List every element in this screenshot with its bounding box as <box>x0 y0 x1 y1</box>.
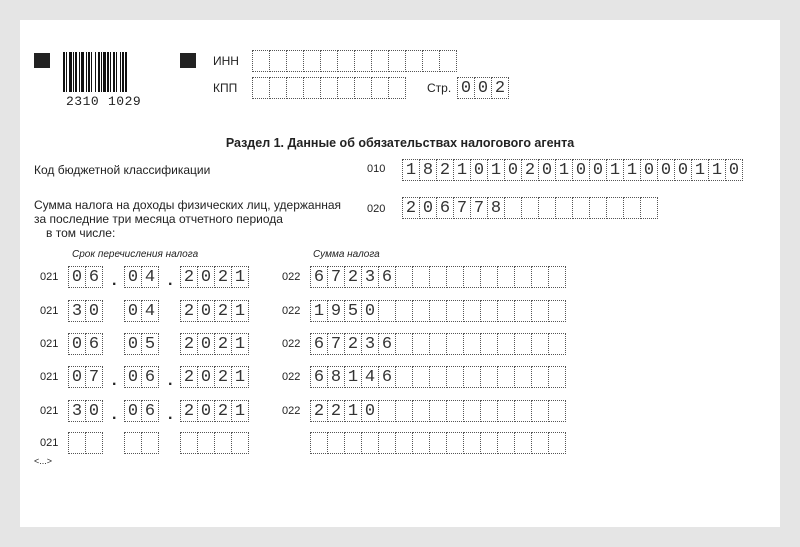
digit-cell[interactable] <box>480 432 498 454</box>
date-separator-dot: . <box>168 406 173 423</box>
digit-cell[interactable] <box>303 50 321 72</box>
digit-cell[interactable] <box>497 366 515 388</box>
digit-cell[interactable]: 0 <box>124 366 142 388</box>
digit-cell[interactable] <box>378 300 396 322</box>
date-code: 021 <box>40 338 59 350</box>
digit-cell[interactable] <box>395 400 413 422</box>
digit-cell[interactable]: 1 <box>555 159 573 181</box>
digit-cell[interactable] <box>344 432 362 454</box>
digit-cell[interactable] <box>388 77 406 99</box>
digit-cell[interactable]: 0 <box>197 366 215 388</box>
amount-field[interactable] <box>310 366 566 388</box>
inn-label: ИНН <box>213 54 239 68</box>
digit-cell[interactable]: 2 <box>344 266 362 288</box>
digit-cell[interactable] <box>269 77 287 99</box>
digit-cell[interactable] <box>310 432 328 454</box>
kbk-code: 010 <box>367 163 386 175</box>
barcode-image <box>63 52 155 92</box>
digit-cell[interactable]: 2 <box>214 366 232 388</box>
digit-cell[interactable]: 6 <box>378 366 396 388</box>
digit-cell[interactable] <box>378 432 396 454</box>
digit-cell[interactable] <box>395 333 413 355</box>
tax-sum-label-line3: в том числе: <box>46 226 116 240</box>
digit-cell[interactable] <box>497 432 515 454</box>
digit-cell[interactable]: 5 <box>344 300 362 322</box>
digit-cell[interactable]: 2 <box>402 197 420 219</box>
digit-cell[interactable] <box>640 197 658 219</box>
digit-cell[interactable]: 1 <box>231 266 249 288</box>
digit-cell[interactable]: 5 <box>141 333 159 355</box>
digit-cell[interactable] <box>388 50 406 72</box>
digit-cell[interactable]: 2 <box>344 333 362 355</box>
digit-cell[interactable] <box>463 266 481 288</box>
digit-cell[interactable] <box>531 300 549 322</box>
month-field[interactable] <box>124 400 159 422</box>
digit-cell[interactable]: 6 <box>436 197 454 219</box>
amount-field[interactable] <box>310 432 566 454</box>
digit-cell[interactable] <box>589 197 607 219</box>
digit-cell[interactable] <box>548 366 566 388</box>
digit-cell[interactable] <box>548 400 566 422</box>
digit-cell[interactable]: 2 <box>180 333 198 355</box>
digit-cell[interactable] <box>480 400 498 422</box>
barcode-bar <box>103 52 106 92</box>
digit-cell[interactable] <box>531 432 549 454</box>
barcode-number-left: 2310 <box>66 94 100 109</box>
digit-cell[interactable] <box>327 432 345 454</box>
digit-cell[interactable] <box>371 50 389 72</box>
digit-cell[interactable]: 1 <box>231 300 249 322</box>
digit-cell[interactable] <box>354 50 372 72</box>
day-field[interactable] <box>68 266 103 288</box>
year-field[interactable] <box>180 432 249 454</box>
digit-cell[interactable]: 2 <box>310 400 328 422</box>
barcode-bar <box>122 52 124 92</box>
year-field[interactable] <box>180 366 249 388</box>
digit-cell[interactable] <box>180 432 198 454</box>
month-field[interactable] <box>124 366 159 388</box>
month-field[interactable] <box>124 300 159 322</box>
digit-cell[interactable]: 2 <box>327 400 345 422</box>
digit-cell[interactable]: 3 <box>361 333 379 355</box>
barcode-bar <box>63 52 65 92</box>
digit-cell[interactable] <box>429 333 447 355</box>
day-field[interactable] <box>68 333 103 355</box>
tax-sum-code: 020 <box>367 203 386 215</box>
kbk-field[interactable] <box>402 159 743 181</box>
digit-cell[interactable] <box>412 266 430 288</box>
digit-cell[interactable]: 1 <box>623 159 641 181</box>
digit-cell[interactable] <box>514 366 532 388</box>
digit-cell[interactable]: 1 <box>402 159 420 181</box>
amount-field[interactable] <box>310 333 566 355</box>
month-field[interactable] <box>124 333 159 355</box>
digit-cell[interactable] <box>446 366 464 388</box>
tax-sum-field[interactable] <box>402 197 658 219</box>
barcode-bar <box>75 52 77 92</box>
amount-field[interactable] <box>310 266 566 288</box>
digit-cell[interactable]: 1 <box>344 366 362 388</box>
kbk-label: Код бюджетной классификации <box>34 163 211 177</box>
digit-cell[interactable] <box>480 266 498 288</box>
digit-cell[interactable] <box>231 432 249 454</box>
digit-cell[interactable] <box>269 50 287 72</box>
digit-cell[interactable] <box>252 77 270 99</box>
digit-cell[interactable]: 0 <box>197 400 215 422</box>
barcode-bar <box>73 52 74 92</box>
digit-cell[interactable]: 0 <box>640 159 658 181</box>
digit-cell[interactable] <box>463 432 481 454</box>
year-field[interactable] <box>180 266 249 288</box>
digit-cell[interactable] <box>337 77 355 99</box>
amount-code: 022 <box>282 271 301 283</box>
barcode-bar <box>110 52 111 92</box>
kpp-label: КПП <box>213 81 238 95</box>
amount-field[interactable] <box>310 400 566 422</box>
digit-cell[interactable] <box>497 333 515 355</box>
digit-cell[interactable] <box>68 432 86 454</box>
barcode-bar <box>116 52 117 92</box>
digit-cell[interactable]: 0 <box>725 159 743 181</box>
digit-cell[interactable] <box>429 366 447 388</box>
digit-cell[interactable] <box>446 400 464 422</box>
digit-cell[interactable]: 2 <box>436 159 454 181</box>
digit-cell[interactable] <box>429 432 447 454</box>
date-code: 021 <box>40 405 59 417</box>
digit-cell[interactable]: 6 <box>310 366 328 388</box>
digit-cell[interactable]: 4 <box>141 266 159 288</box>
digit-cell[interactable] <box>197 432 215 454</box>
digit-cell[interactable]: 0 <box>197 300 215 322</box>
digit-cell[interactable] <box>429 400 447 422</box>
digit-cell[interactable] <box>429 266 447 288</box>
digit-cell[interactable]: 9 <box>327 300 345 322</box>
digit-cell[interactable]: 7 <box>327 333 345 355</box>
digit-cell[interactable] <box>337 50 355 72</box>
digit-cell[interactable]: 8 <box>419 159 437 181</box>
digit-cell[interactable]: 2 <box>214 333 232 355</box>
date-separator-dot: . <box>112 406 117 423</box>
digit-cell[interactable]: 0 <box>504 159 522 181</box>
digit-cell[interactable] <box>548 333 566 355</box>
digit-cell[interactable] <box>405 50 423 72</box>
barcode-bar <box>125 52 127 92</box>
amount-column-header: Сумма налога <box>313 249 380 260</box>
digit-cell[interactable] <box>252 50 270 72</box>
month-field[interactable] <box>124 432 159 454</box>
amount-code: 022 <box>282 305 301 317</box>
digit-cell[interactable]: 0 <box>124 300 142 322</box>
digit-cell[interactable]: 4 <box>141 300 159 322</box>
amount-code: 022 <box>282 371 301 383</box>
date-column-header: Срок перечисления налога <box>72 249 199 260</box>
digit-cell[interactable] <box>395 432 413 454</box>
digit-cell[interactable]: 0 <box>197 266 215 288</box>
digit-cell[interactable] <box>124 432 142 454</box>
barcode-bar <box>113 52 115 92</box>
digit-cell[interactable] <box>395 366 413 388</box>
digit-cell[interactable]: 1 <box>310 300 328 322</box>
digit-cell[interactable]: 0 <box>470 159 488 181</box>
digit-cell[interactable]: 0 <box>538 159 556 181</box>
digit-cell[interactable]: 3 <box>361 266 379 288</box>
digit-cell[interactable] <box>538 197 556 219</box>
barcode-bar <box>98 52 100 92</box>
digit-cell[interactable] <box>531 333 549 355</box>
barcode-bar <box>88 52 90 92</box>
digit-cell[interactable] <box>412 300 430 322</box>
digit-cell[interactable]: 3 <box>68 300 86 322</box>
digit-cell[interactable]: 0 <box>124 266 142 288</box>
tax-sum-label-line2: за последние три месяца отчетного периода <box>34 212 283 226</box>
digit-cell[interactable] <box>548 266 566 288</box>
digit-cell[interactable]: 0 <box>68 333 86 355</box>
barcode-bar <box>91 52 92 92</box>
digit-cell[interactable]: 3 <box>68 400 86 422</box>
digit-cell[interactable]: 1 <box>708 159 726 181</box>
date-code: 021 <box>40 271 59 283</box>
digit-cell[interactable] <box>463 300 481 322</box>
page-number-field[interactable] <box>457 77 509 99</box>
barcode-bar <box>120 52 121 92</box>
digit-cell[interactable]: 6 <box>141 366 159 388</box>
digit-cell[interactable]: 7 <box>327 266 345 288</box>
digit-cell[interactable] <box>320 77 338 99</box>
digit-cell[interactable] <box>514 300 532 322</box>
kpp-field[interactable] <box>252 77 406 99</box>
digit-cell[interactable] <box>548 300 566 322</box>
continuation-mark: <...> <box>34 456 53 466</box>
digit-cell[interactable]: 4 <box>361 366 379 388</box>
digit-cell[interactable]: 6 <box>141 400 159 422</box>
digit-cell[interactable] <box>320 50 338 72</box>
digit-cell[interactable] <box>446 266 464 288</box>
digit-cell[interactable] <box>354 77 372 99</box>
date-code: 021 <box>40 371 59 383</box>
month-field[interactable] <box>124 266 159 288</box>
digit-cell[interactable] <box>286 50 304 72</box>
barcode-bar <box>86 52 87 92</box>
digit-cell[interactable] <box>463 400 481 422</box>
date-code: 021 <box>40 305 59 317</box>
digit-cell[interactable] <box>497 266 515 288</box>
digit-cell[interactable] <box>361 432 379 454</box>
digit-cell[interactable]: 6 <box>85 333 103 355</box>
barcode-bar <box>79 52 80 92</box>
digit-cell[interactable] <box>412 400 430 422</box>
year-field[interactable] <box>180 300 249 322</box>
date-separator-dot: . <box>112 372 117 389</box>
digit-cell[interactable]: 0 <box>419 197 437 219</box>
digit-cell[interactable]: 6 <box>310 266 328 288</box>
date-separator-dot: . <box>168 272 173 289</box>
digit-cell[interactable] <box>214 432 232 454</box>
digit-cell[interactable]: 2 <box>180 266 198 288</box>
digit-cell[interactable]: 1 <box>231 400 249 422</box>
digit-cell[interactable] <box>463 366 481 388</box>
digit-cell[interactable] <box>429 300 447 322</box>
corner-marker-left <box>34 53 50 68</box>
digit-cell[interactable] <box>531 366 549 388</box>
digit-cell[interactable] <box>514 333 532 355</box>
barcode-number-right: 1029 <box>108 94 142 109</box>
digit-cell[interactable]: 0 <box>361 300 379 322</box>
digit-cell[interactable]: 1 <box>606 159 624 181</box>
digit-cell[interactable]: 6 <box>85 266 103 288</box>
digit-cell[interactable]: 6 <box>378 333 396 355</box>
digit-cell[interactable]: 0 <box>197 333 215 355</box>
digit-cell[interactable]: 0 <box>474 77 492 99</box>
digit-cell[interactable]: 2 <box>180 300 198 322</box>
corner-marker-right <box>180 53 196 68</box>
digit-cell[interactable] <box>572 197 590 219</box>
digit-cell[interactable] <box>623 197 641 219</box>
tax-sum-label-line1: Сумма налога на доходы физических лиц, удержанная <box>34 198 342 212</box>
barcode-bar <box>69 52 72 92</box>
page-label: Стр. <box>427 81 452 95</box>
digit-cell[interactable] <box>497 300 515 322</box>
digit-cell[interactable]: 7 <box>85 366 103 388</box>
digit-cell[interactable]: 0 <box>68 266 86 288</box>
digit-cell[interactable]: 6 <box>310 333 328 355</box>
day-field[interactable] <box>68 400 103 422</box>
year-field[interactable] <box>180 333 249 355</box>
date-code: 021 <box>40 437 59 449</box>
barcode-bar <box>81 52 84 92</box>
barcode-bar <box>66 52 67 92</box>
digit-cell[interactable] <box>480 333 498 355</box>
digit-cell[interactable] <box>412 432 430 454</box>
digit-cell[interactable]: 0 <box>674 159 692 181</box>
digit-cell[interactable]: 2 <box>491 77 509 99</box>
section-title: Раздел 1. Данные об обязательствах налогового агента <box>225 136 575 150</box>
tax-form-sheet <box>20 20 780 527</box>
digit-cell[interactable]: 6 <box>378 266 396 288</box>
digit-cell[interactable]: 0 <box>457 77 475 99</box>
barcode-bar <box>107 52 109 92</box>
digit-cell[interactable] <box>548 432 566 454</box>
amount-field[interactable] <box>310 300 566 322</box>
digit-cell[interactable]: 1 <box>453 159 471 181</box>
inn-field[interactable] <box>252 50 457 72</box>
digit-cell[interactable] <box>606 197 624 219</box>
digit-cell[interactable] <box>85 432 103 454</box>
digit-cell[interactable]: 1 <box>691 159 709 181</box>
digit-cell[interactable]: 1 <box>231 333 249 355</box>
day-field[interactable] <box>68 432 103 454</box>
day-field[interactable] <box>68 300 103 322</box>
digit-cell[interactable]: 0 <box>85 400 103 422</box>
digit-cell[interactable] <box>463 333 481 355</box>
digit-cell[interactable]: 0 <box>68 366 86 388</box>
digit-cell[interactable]: 0 <box>124 333 142 355</box>
digit-cell[interactable]: 7 <box>453 197 471 219</box>
digit-cell[interactable]: 2 <box>214 300 232 322</box>
digit-cell[interactable] <box>521 197 539 219</box>
digit-cell[interactable]: 0 <box>85 300 103 322</box>
digit-cell[interactable] <box>480 300 498 322</box>
digit-cell[interactable]: 8 <box>327 366 345 388</box>
digit-cell[interactable] <box>555 197 573 219</box>
digit-cell[interactable]: 1 <box>487 159 505 181</box>
digit-cell[interactable]: 8 <box>487 197 505 219</box>
digit-cell[interactable] <box>395 266 413 288</box>
day-field[interactable] <box>68 366 103 388</box>
amount-code: 022 <box>282 405 301 417</box>
digit-cell[interactable] <box>446 432 464 454</box>
digit-cell[interactable]: 0 <box>572 159 590 181</box>
digit-cell[interactable]: 0 <box>657 159 675 181</box>
digit-cell[interactable] <box>422 50 440 72</box>
digit-cell[interactable]: 0 <box>124 400 142 422</box>
digit-cell[interactable] <box>531 400 549 422</box>
date-separator-dot: . <box>112 272 117 289</box>
amount-code: 022 <box>282 338 301 350</box>
digit-cell[interactable]: 7 <box>470 197 488 219</box>
digit-cell[interactable] <box>439 50 457 72</box>
barcode-bar <box>95 52 96 92</box>
barcode-bar <box>101 52 102 92</box>
digit-cell[interactable] <box>303 77 321 99</box>
digit-cell[interactable] <box>412 333 430 355</box>
digit-cell[interactable] <box>497 400 515 422</box>
digit-cell[interactable] <box>446 300 464 322</box>
date-separator-dot: . <box>168 372 173 389</box>
digit-cell[interactable]: 2 <box>180 400 198 422</box>
digit-cell[interactable] <box>395 300 413 322</box>
digit-cell[interactable]: 2 <box>214 266 232 288</box>
digit-cell[interactable]: 2 <box>180 366 198 388</box>
digit-cell[interactable] <box>378 400 396 422</box>
digit-cell[interactable]: 0 <box>589 159 607 181</box>
digit-cell[interactable] <box>371 77 389 99</box>
year-field[interactable] <box>180 400 249 422</box>
digit-cell[interactable]: 2 <box>521 159 539 181</box>
digit-cell[interactable]: 0 <box>361 400 379 422</box>
digit-cell[interactable] <box>286 77 304 99</box>
digit-cell[interactable] <box>514 266 532 288</box>
digit-cell[interactable] <box>531 266 549 288</box>
digit-cell[interactable] <box>446 333 464 355</box>
digit-cell[interactable] <box>504 197 522 219</box>
digit-cell[interactable] <box>141 432 159 454</box>
digit-cell[interactable] <box>514 432 532 454</box>
digit-cell[interactable] <box>480 366 498 388</box>
digit-cell[interactable] <box>412 366 430 388</box>
digit-cell[interactable]: 1 <box>344 400 362 422</box>
digit-cell[interactable]: 1 <box>231 366 249 388</box>
digit-cell[interactable]: 2 <box>214 400 232 422</box>
digit-cell[interactable] <box>514 400 532 422</box>
